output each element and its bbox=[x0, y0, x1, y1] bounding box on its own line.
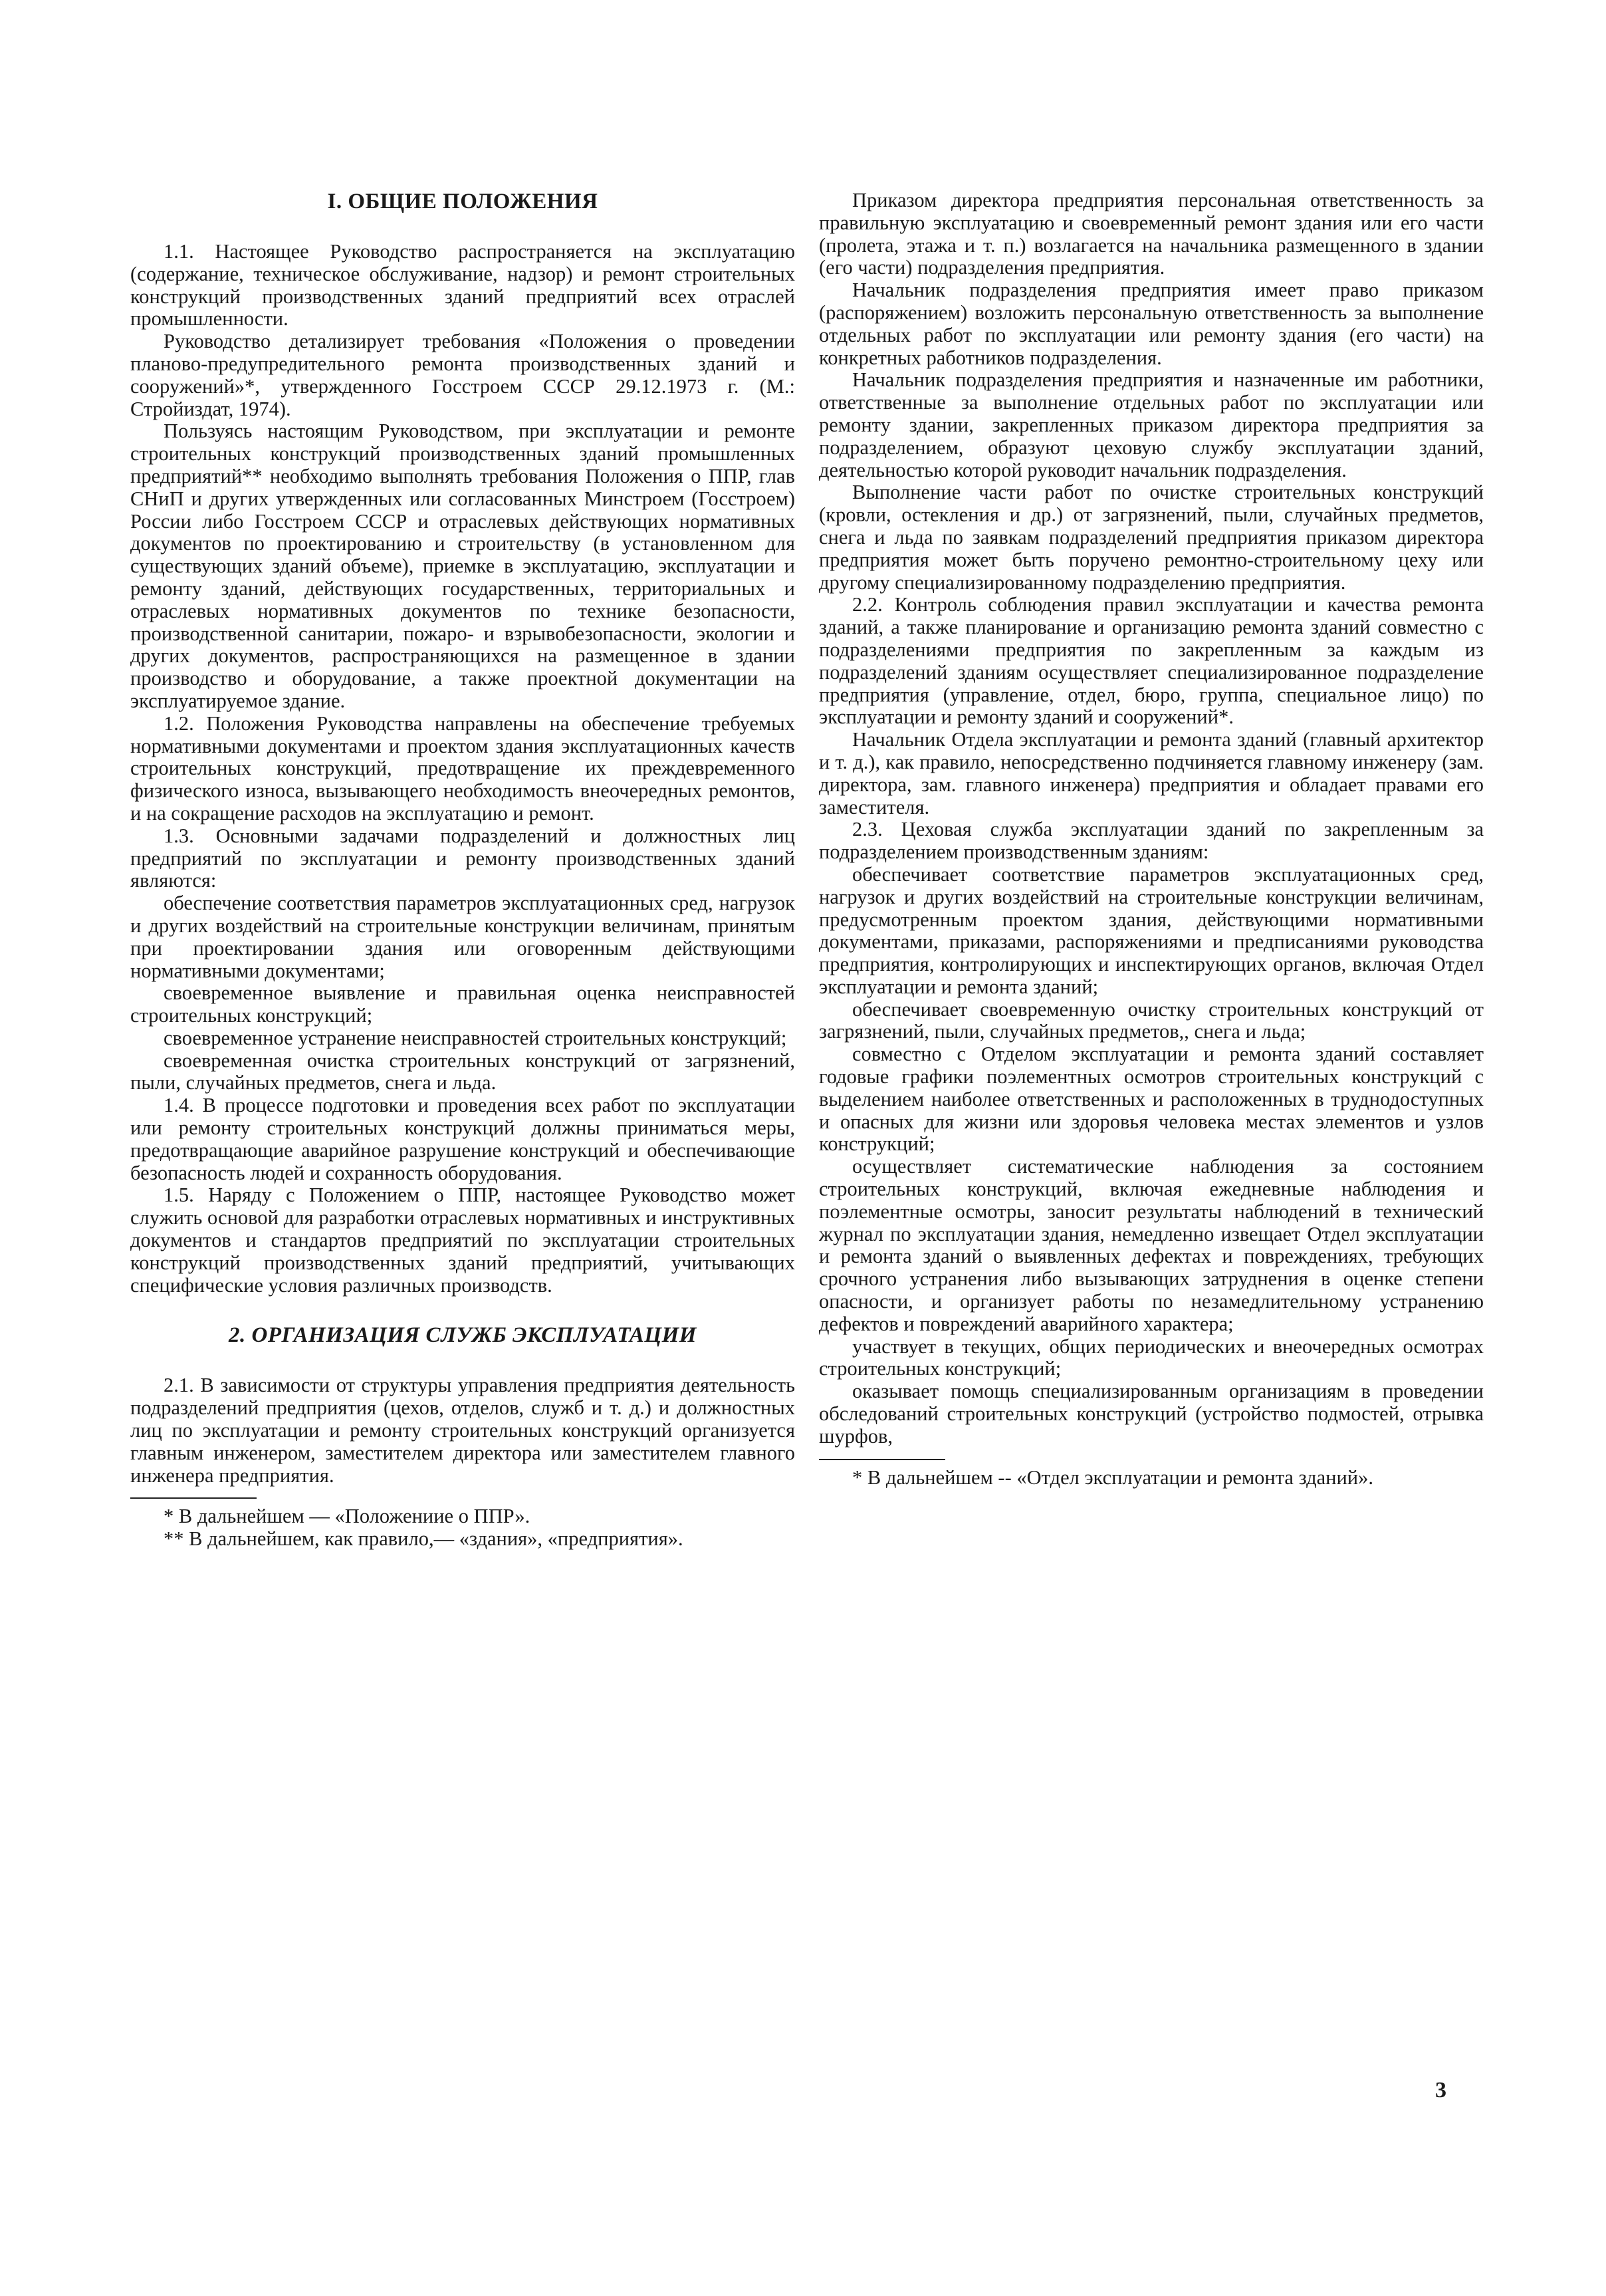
paragraph: Выполнение части работ по очистке строительных конструкций (кровли, остекления и др.) от загрязнений, пыли, случайных предметов, снега и льда по заявкам подразделений предприятия приказом директора предприятия может быть поручено ремонтно-строительному цеху или другому специализированному подразделению предприятия. bbox=[819, 481, 1484, 594]
paragraph: осуществляет систематические наблюдения за состоянием строительных конструкций, включая ежедневные наблюдения и поэлементные осмотры, заносит результаты наблюдений в технический журнал по эксплуатации здания, немедленно извещает Отдел эксплуатации и ремонта зданий о выявленных дефектах и повреждениях, требующих срочного устранения либо вызывающих затруднения в оценке степени опасности, и организует работы по незамедлительному устранению дефектов и повреждений аварийного характера; bbox=[819, 1155, 1484, 1335]
left-section2-body bbox=[130, 1374, 795, 1487]
paragraph: своевременная очистка строительных конструкций от загрязнений, пыли, случайных предметов, снега и льда. bbox=[130, 1049, 795, 1094]
page-number: 3 bbox=[1435, 2078, 1446, 2103]
paragraph: 2.2. Контроль соблюдения правил эксплуатации и качества ремонта зданий, а также планирование и организацию ремонта зданий совместно с подразделениями предприятия по закрепленным за каждым из подразделений зданиям осуществляет специализированное подразделение предприятия (управление, отдел, бюро, группа, специальное лицо) по эксплуатации и ремонту зданий и сооружений*. bbox=[819, 593, 1484, 729]
paragraph: Приказом директора предприятия персональная ответственность за правильную эксплуатацию и своевременный ремонт здания или его части (пролета, этажа и т. п.) возлагается на начальника размещенного в здании (его части) подразделения предприятия. bbox=[819, 189, 1484, 279]
footnote: * В дальнейшем -- «Отдел эксплуатации и ремонта зданий». bbox=[852, 1466, 1373, 1489]
footnote-divider bbox=[819, 1459, 945, 1460]
paragraph: Начальник Отдела эксплуатации и ремонта зданий (главный архитектор и т. д.), как правило, непосредственно подчиняется главному инженеру (зам. директора, зам. главного инженера) предприятия и обладает правами его заместителя. bbox=[819, 728, 1484, 819]
section-heading-general: I. ОБЩИЕ ПОЛОЖЕНИЯ bbox=[327, 190, 598, 213]
paragraph: своевременное выявление и правильная оценка неисправностей строительных конструкций; bbox=[130, 981, 795, 1027]
footnote-divider bbox=[130, 1497, 257, 1499]
footnote: * В дальнейшем — «Положениие о ППР». bbox=[164, 1505, 530, 1528]
paragraph: совместно с Отделом эксплуатации и ремонта зданий составляет годовые графики поэлементных осмотров строительных конструкций с выделением наиболее ответственных и расположенных в труднодоступных и опасных для жизни или здоровья человека местах элементов и узлов конструкций; bbox=[819, 1043, 1484, 1156]
paragraph: 1.1. Настоящее Руководство распространяется на эксплуатацию (содержание, техническое обслуживание, надзор) и ремонт строительных конструкций производственных зданий предприятий всех отраслей промышленности. bbox=[130, 240, 795, 330]
right-footnotes bbox=[819, 1467, 1484, 1489]
paragraph: обеспечение соответствия параметров эксплуатационных сред, нагрузок и других воздействий на строительные конструкции величинам, принятым при проектировании здания или оговоренным действующими нормативными документами; bbox=[130, 892, 795, 982]
paragraph: 2.1. В зависимости от структуры управления предприятия деятельность подразделений предприятия (цехов, отделов, служб и т. д.) и должностных лиц по эксплуатации и ремонту строительных конструкций организуется главным инженером, заместителем директора или заместителем главного инженера предприятия. bbox=[130, 1374, 795, 1487]
paragraph: 1.3. Основными задачами подразделений и должностных лиц предприятий по эксплуатации и ремонту производственных зданий являются: bbox=[130, 824, 795, 892]
paragraph: 2.3. Цеховая служба эксплуатации зданий по закрепленным за подразделением производственным зданиям: bbox=[819, 818, 1484, 864]
paragraph: участвует в текущих, общих периодических и внеочередных осмотрах строительных конструкций; bbox=[819, 1335, 1484, 1380]
paragraph: 1.5. Наряду с Положением о ППР, настоящее Руководство может служить основой для разработки отраслевых нормативных и инструктивных документов и стандартов предприятий по эксплуатации строительных конструкций производственных зданий предприятий, учитывающих специфические условия различных производств. bbox=[130, 1184, 795, 1297]
paragraph: 1.4. В процессе подготовки и проведения всех работ по эксплуатации или ремонту строительных конструкций должны приниматься меры, предотвращающие аварийное разрушение конструкций и обеспечивающие безопасность людей и сохранность оборудования. bbox=[130, 1094, 795, 1184]
paragraph: Пользуясь настоящим Руководством, при эксплуатации и ремонте строительных конструкций производственных зданий промышленных предприятий** необходимо выполнять требования Положения о ППР, глав СНиП и других утвержденных или согласованных Минстроем (Госстроем) России либо Госстроем СССР и отраслевых действующих нормативных документов по проектированию и строительству (в установленном для существующих зданий объеме), приемке в эксплуатацию, эксплуатации и ремонту зданий, действующих государственных, территориальных и отраслевых нормативных документов по технике безопасности, производственной санитарии, пожаро- и взрывобезопасности, экологии и других документов, распространяющихся на размещенное в здании производство и оборудование, а также проектной документации на эксплуатируемое здание. bbox=[130, 420, 795, 712]
paragraph: 1.2. Положения Руководства направлены на обеспечение требуемых нормативными документами и проектом здания эксплуатационных качеств строительных конструкций, предотвращение их преждевременного физического износа, вызывающего необходимость внеочередных ремонтов, и на сокращение расходов на эксплуатацию и ремонт. bbox=[130, 711, 795, 825]
paragraph: Начальник подразделения предприятия имеет право приказом (распоряжением) возложить персональную ответственность за выполнение отдельных работ по эксплуатации или ремонту здания (его части) на конкретных работников подразделения. bbox=[819, 279, 1484, 369]
section-heading-organization: 2. ОРГАНИЗАЦИЯ СЛУЖБ ЭКСПЛУАТАЦИИ bbox=[229, 1323, 697, 1348]
right-column bbox=[819, 190, 1484, 1489]
paragraph: обеспечивает соответствие параметров эксплуатационных сред, нагрузок и других воздействий на строительные конструкции величинам, предусмотренным проектом здания, действующими нормативными документами, приказами, распоряжениями и предписаниями руководства предприятия, контролирующих и инспектирующих органов, включая Отдел эксплуатации и ремонта зданий; bbox=[819, 862, 1484, 998]
paragraph: Руководство детализирует требования «Положения о проведении планово-предупредительного ремонта производственных зданий и сооружений»*, утвержденного Госстроем СССР 29.12.1973 г. (М.: Стройиздат, 1974). bbox=[130, 330, 795, 420]
footnote: ** В дальнейшем, как правило,— «здания», «предприятия». bbox=[164, 1527, 683, 1551]
left-column bbox=[130, 190, 795, 1551]
paragraph: Начальник подразделения предприятия и назначенные им работники, ответственные за выполнение отдельных работ по эксплуатации или ремонту здании, закрепленных приказом директора предприятия за подразделением, образуют цеховую службу эксплуатации зданий, деятельностью которой руководит начальник подразделения. bbox=[819, 368, 1484, 481]
paragraph: своевременное устранение неисправностей строительных конструкций; bbox=[164, 1026, 787, 1049]
left-footnotes bbox=[130, 1505, 795, 1551]
right-body bbox=[819, 190, 1484, 1448]
paragraph: оказывает помощь специализированным организациям в проведении обследований строительных конструкций (устройство подмостей, отрывка шурфов, bbox=[819, 1380, 1484, 1448]
left-section1-body bbox=[130, 241, 795, 1297]
paragraph: обеспечивает своевременную очистку строительных конструкций от загрязнений, пыли, случайных предметов,, снега и льда; bbox=[819, 997, 1484, 1043]
